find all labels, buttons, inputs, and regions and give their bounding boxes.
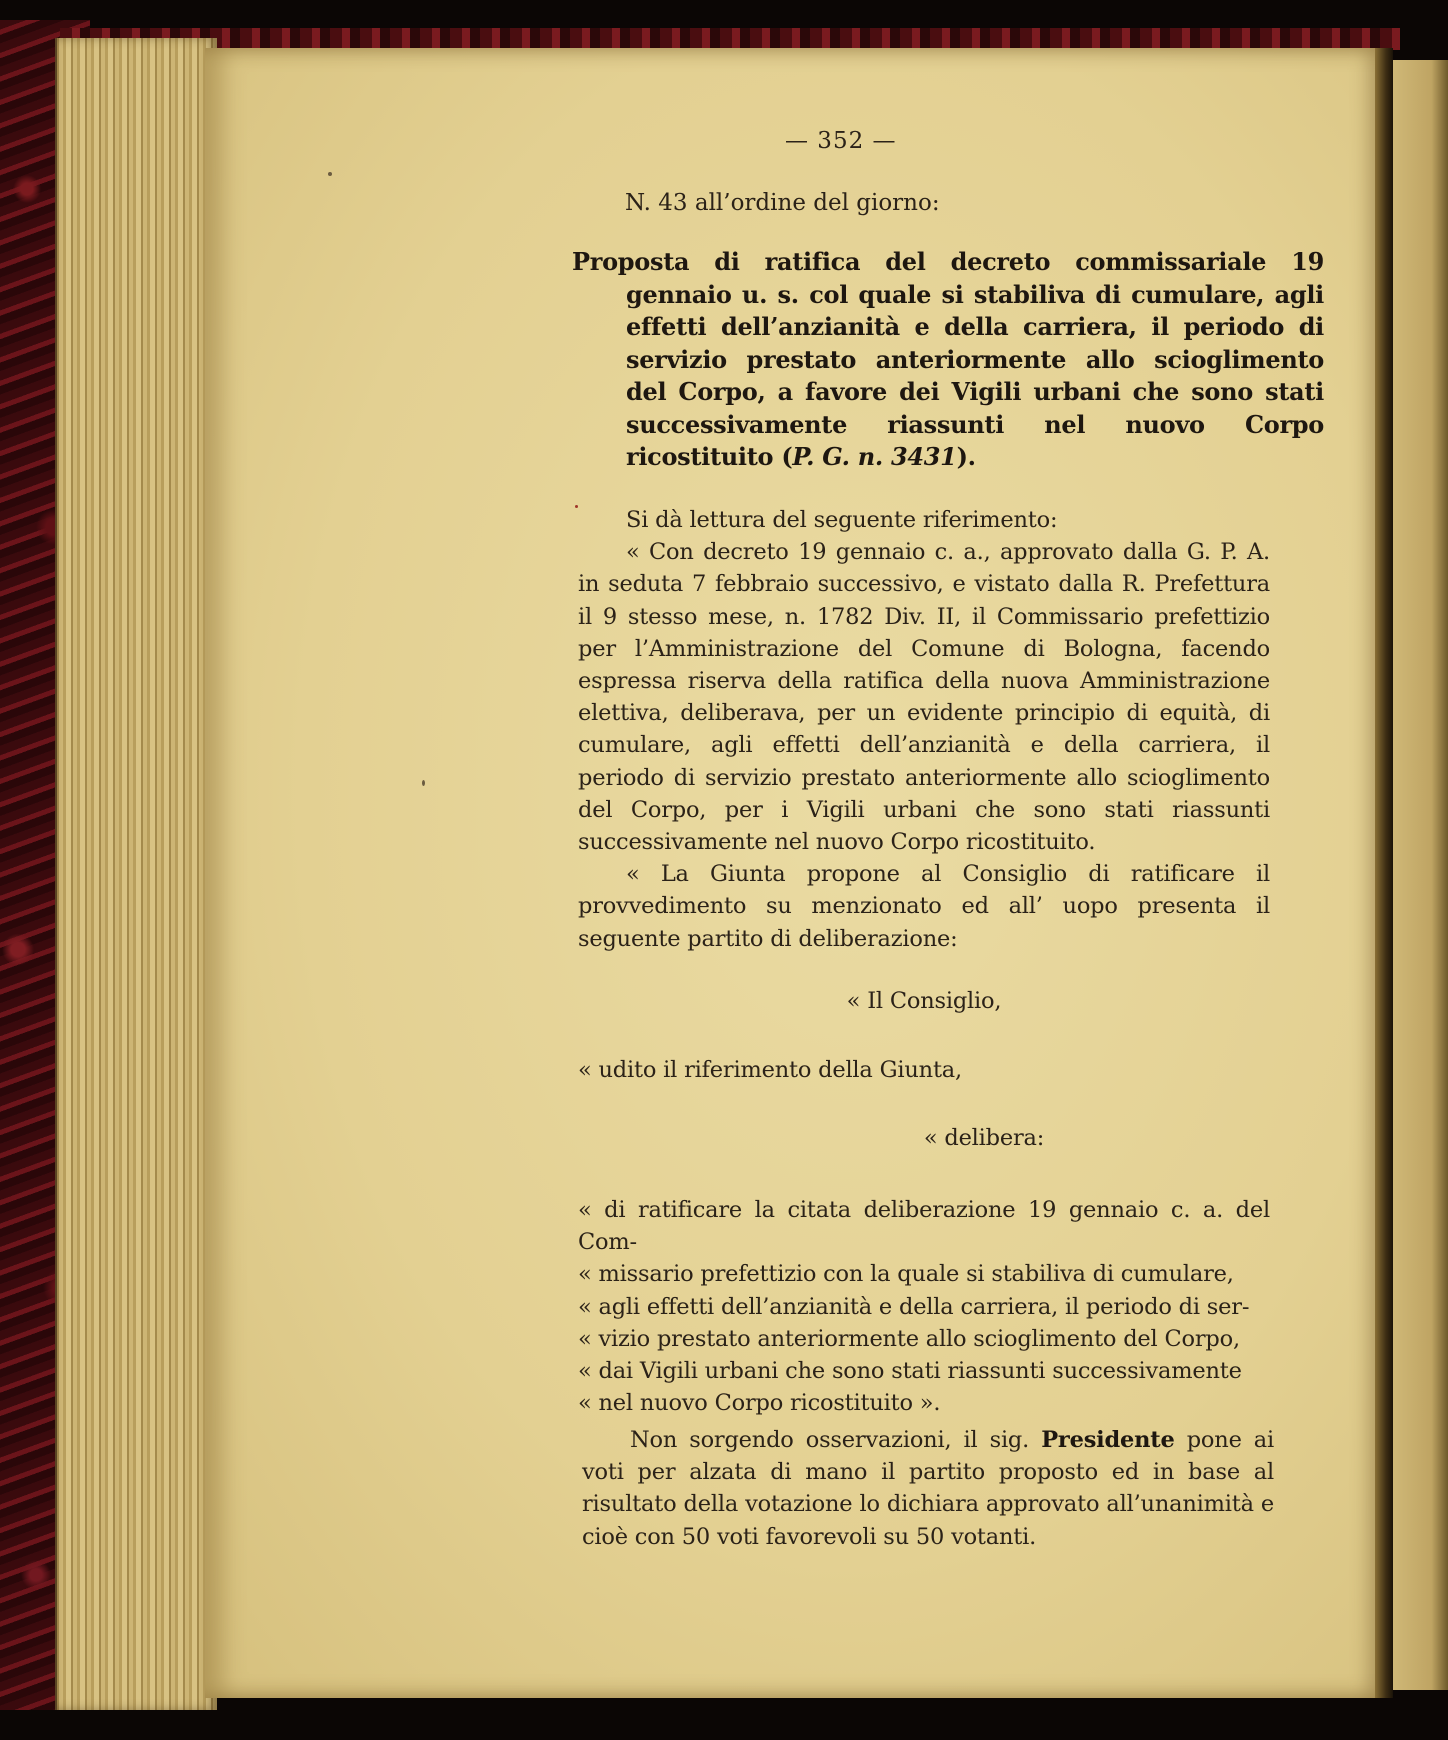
title-main: Proposta di ratifica del decreto commissariale 19 gennaio u. s. col quale si stabiliva di cumulare, agli effetti dell’anzianità e della carriera, il periodo di servizio prestato anteriormente allo scioglimento del Corpo, a favore dei Vigili urbani che sono stati successivamente riassunti nel nuovo Corpo ricostituito: [572, 247, 1324, 471]
body-main: [578, 504, 1270, 955]
title-reference: P. G. n. 3431: [792, 442, 957, 471]
resolution-line: « dai Vigili urbani che sono stati riassunti successivamente: [578, 1358, 1242, 1385]
order-item: N. 43 all’ordine del giorno:: [625, 190, 940, 216]
book-gutter: [1375, 48, 1393, 1698]
agenda-title: [572, 246, 1324, 474]
closing-paragraph: [582, 1424, 1274, 1553]
council-line: « Il Consiglio,: [846, 988, 1002, 1014]
speck: [575, 505, 578, 508]
speck: [422, 780, 425, 786]
heard-line: « udito il riferimento della Giunta,: [578, 1057, 962, 1083]
speck: [328, 172, 332, 176]
resolution-line: « di ratificare la citata deliberazione 19 gennaio c. a. del Com-: [578, 1197, 1270, 1256]
page-number: — 352 —: [785, 128, 897, 154]
resolution-line: « nel nuovo Corpo ricostituito ».: [578, 1390, 941, 1417]
resolution-line: « missario prefettizio con la quale si stabiliva di cumulare,: [578, 1261, 1234, 1288]
book-cover-top: [60, 28, 1400, 50]
closing-before: Non sorgendo osservazioni, il sig.: [630, 1427, 1030, 1453]
title-ref-close: ).: [956, 442, 976, 471]
facing-page-edge: [1393, 60, 1448, 1690]
deliberates-line: « delibera:: [923, 1125, 1045, 1151]
page-edges: [55, 38, 217, 1710]
closing-after: pone ai voti per alzata di mano il partito proposto ed in base al risultato della votazione lo dichiara approvato all’unanimità e cioè con 50 voti favorevoli su 50 votanti.: [582, 1427, 1274, 1550]
paragraph-decree: « Con decreto 19 gennaio c. a., approvato dalla G. P. A. in seduta 7 febbraio successivo, e vistato dalla R. Prefettura il 9 stesso mese, n. 1782 Div. II, il Commissario prefettizio per l’Amministrazione del Comune di Bologna, facendo espressa riserva della ratifica della nuova Amministrazione elettiva, deliberava, per un evidente principio di equità, di cumulare, agli effetti dell’anzianità e della carriera, il periodo di servizio prestato anteriormente allo scioglimento del Corpo, per i Vigili urbani che sono stati riassunti successivamente nel nuovo Corpo ricostituito.: [578, 539, 1270, 856]
resolution: [578, 1194, 1270, 1419]
president-label: Presidente: [1041, 1427, 1175, 1453]
reading-line: Si dà lettura del seguente riferimento:: [626, 507, 1058, 533]
resolution-line: « agli effetti dell’anzianità e della carriera, il periodo di ser-: [578, 1293, 1250, 1320]
resolution-line: « vizio prestato anteriormente allo scioglimento del Corpo,: [578, 1325, 1240, 1352]
title-ref-open: (: [781, 442, 793, 471]
paragraph-proposal: « La Giunta propone al Consiglio di ratificare il provvedimento su menzionato ed all’ uopo presenta il seguente partito di deliberazione:: [578, 861, 1270, 952]
